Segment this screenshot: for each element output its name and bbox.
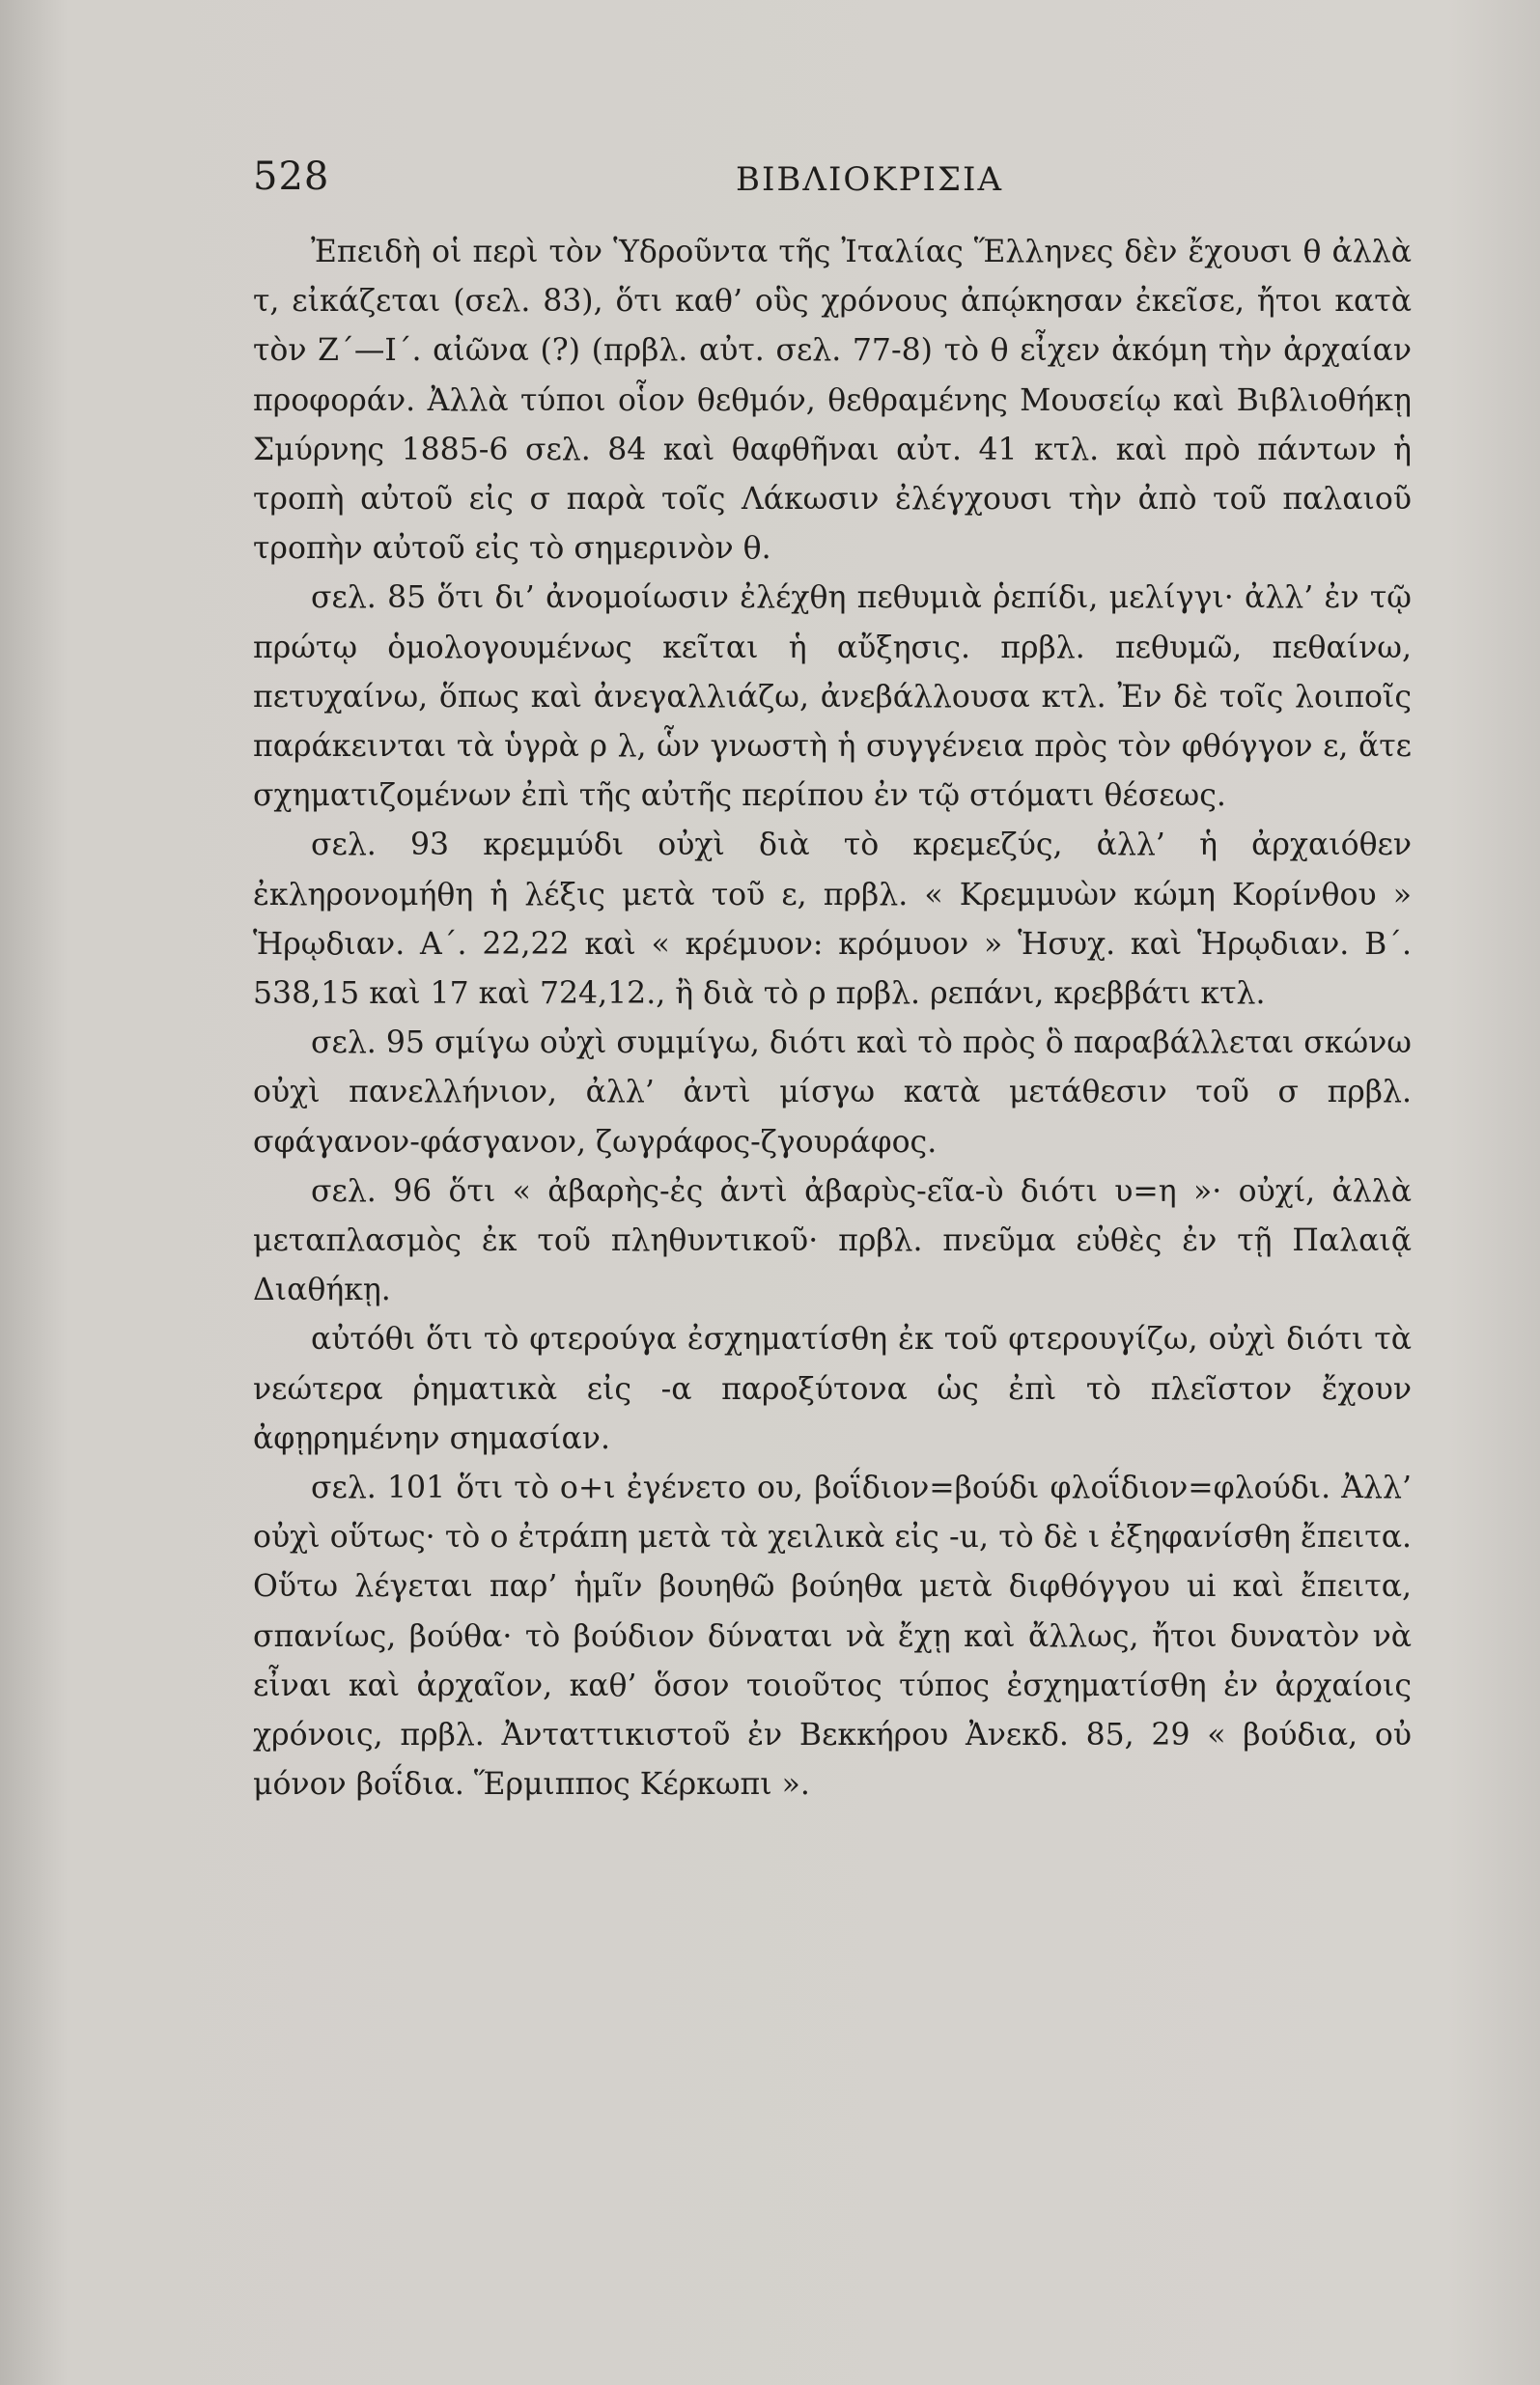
running-head: ΒΙΒΛΙΟΚΡΙΣΙΑ <box>736 160 1003 199</box>
paragraph: σελ. 85 ὅτι δι’ ἀνομοίωσιν ἐλέχθη πεθυμιὰ ῥεπίδι, μελίγγι· ἀλλ’ ἐν τῷ πρώτῳ ὁμολογουμένως κεῖται ἡ αὔξησις. πρβλ. πεθυμῶ, πεθαίνω, πετυχαίνω, ὅπως καὶ ἀνεγαλλιάζω, ἀνεβάλλουσα κτλ. Ἐν δὲ τοῖς λοιποῖς παράκεινται τὰ ὑγρὰ ρ λ, ὧν γνωστὴ ἡ συγγένεια πρὸς τὸν φθόγγον ε, ἅτε σχηματιζομένων ἐπὶ τῆς αὐτῆς περίπου ἐν τῷ στόματι θέσεως. <box>253 580 1412 814</box>
paragraph: σελ. 96 ὅτι « ἀβαρὴς-ἐς ἀντὶ ἀβαρὺς-εῖα-ὺ διότι υ=η »· οὐχί, ἀλλὰ μεταπλασμὸς ἐκ τοῦ πληθυντικοῦ· πρβλ. πνεῦμα εὐθὲς ἐν τῇ Παλαιᾷ Διαθήκῃ. <box>253 1173 1412 1308</box>
paragraph: σελ. 95 σμίγω οὐχὶ συμμίγω, διότι καὶ τὸ πρὸς ὃ παραβάλλεται σκώνω οὐχὶ πανελλήνιον, ἀλλ’ ἀντὶ μίσγω κατὰ μετάθεσιν τοῦ σ πρβλ. σφάγανον-φάσγανον, ζωγράφος-ζγουράφος. <box>253 1025 1412 1160</box>
body-text <box>253 228 1412 1810</box>
paragraph: σελ. 101 ὅτι τὸ ο+ι ἐγένετο ου, βοΐδιον=βούδι φλοΐδιον=φλούδι. Ἀλλ’ οὐχὶ οὕτως· τὸ ο ἐτράπη μετὰ τὰ χειλικὰ εἰς -u, τὸ δὲ ι ἐξηφανίσθη ἔπειτα. Οὕτω λέγεται παρ’ ἡμῖν βουηθῶ βούηθα μετὰ διφθόγγου ui καὶ ἔπειτα, σπανίως, βούθα· τὸ βούδιον δύναται νὰ ἔχῃ καὶ ἄλλως, ἤτοι δυνατὸν νὰ εἶναι καὶ ἀρχαῖον, καθ’ ὅσον τοιοῦτος τύπος ἐσχηματίσθη ἐν ἀρχαίοις χρόνοις, πρβλ. Ἀνταττικιστοῦ ἐν Βεκκήρου Ἀνεκδ. 85, 29 « βούδια, οὐ μόνον βοΐδια. Ἕρμιππος Κέρκωπι ». <box>253 1471 1412 1803</box>
paragraph: σελ. 93 κρεμμύδι οὐχὶ διὰ τὸ κρεμεζύς, ἀλλ’ ἡ ἀρχαιόθεν ἐκληρονομήθη ἡ λέξις μετὰ τοῦ ε, πρβλ. « Κρεμμυὼν κώμη Κορίνθου » Ἡρῳδιαν. Α΄. 22,22 καὶ « κρέμυον: κρόμυον » Ἡσυχ. καὶ Ἡρῳδιαν. Β΄. 538,15 καὶ 17 καὶ 724,12., ἢ διὰ τὸ ρ πρβλ. ρεπάνι, κρεββάτι κτλ. <box>253 828 1412 1012</box>
paragraph: αὐτόθι ὅτι τὸ φτερούγα ἐσχηματίσθη ἐκ τοῦ φτερουγίζω, οὐχὶ διότι τὰ νεώτερα ῥηματικὰ εἰς -α παροξύτονα ὡς ἐπὶ τὸ πλεῖστον ἔχουν ἀφῃρημένην σημασίαν. <box>253 1322 1412 1456</box>
paragraph: Ἐπειδὴ οἱ περὶ τὸν Ὑδροῦντα τῆς Ἰταλίας Ἕλληνες δὲν ἔχουσι θ ἀλλὰ τ, εἰκάζεται (σελ. 83), ὅτι καθ’ οὓς χρόνους ἀπῴκησαν ἐκεῖσε, ἤτοι κατὰ τὸν Ζ΄—Ι΄. αἰῶνα (?) (πρβλ. αὐτ. σελ. 77-8) τὸ θ εἶχεν ἀκόμη τὴν ἀρχαίαν προφοράν. Ἀλλὰ τύποι οἷον θεθμόν, θεθραμένης Μουσείῳ καὶ Βιβλιοθήκῃ Σμύρνης 1885-6 σελ. 84 καὶ θαφθῆναι αὐτ. 41 κτλ. καὶ πρὸ πάντων ἡ τροπὴ αὐτοῦ εἰς σ παρὰ τοῖς Λάκωσιν ἐλέγχουσι τὴν ἀπὸ τοῦ παλαιοῦ τροπὴν αὐτοῦ εἰς τὸ σημερινὸν θ. <box>253 235 1412 567</box>
page-number: 528 <box>253 154 330 199</box>
page-header <box>253 154 1412 212</box>
